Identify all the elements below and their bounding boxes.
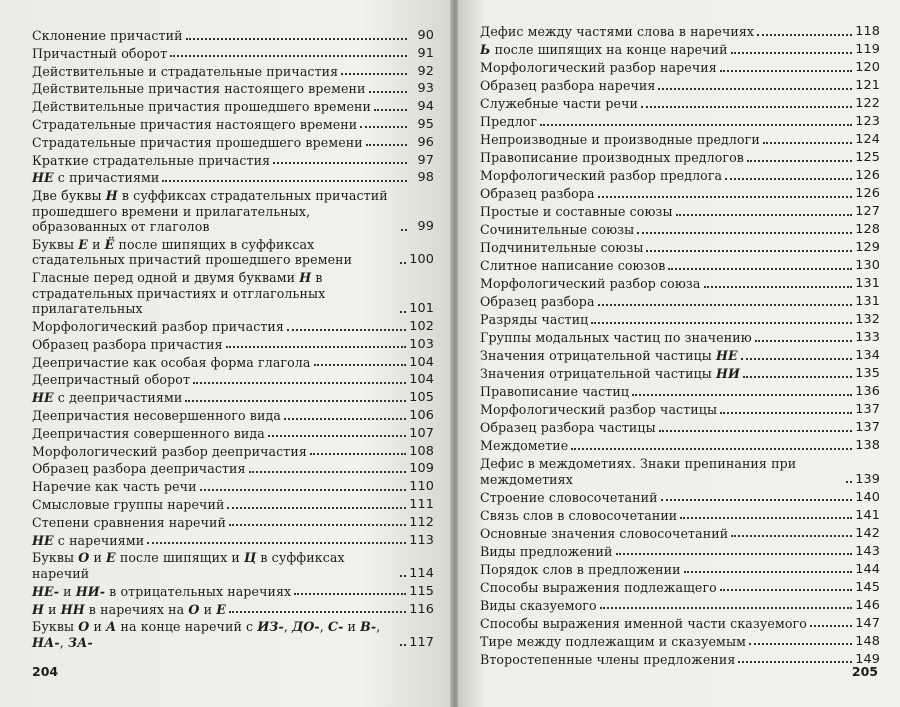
toc-entry: [32, 444, 434, 460]
toc-entry: [480, 96, 880, 112]
toc-entry-title: НЕ с причастиями: [32, 170, 160, 186]
dot-leader: [680, 517, 852, 519]
toc-entry: [480, 204, 880, 220]
toc-entry-page: 149: [855, 651, 880, 667]
toc-entry-page: 131: [855, 276, 880, 291]
dot-leader: [616, 553, 853, 555]
dot-leader: [598, 196, 853, 198]
toc-entry-title: Действительные причастия прошедшего времени: [32, 99, 372, 115]
toc-entry-page: 109: [409, 461, 434, 477]
toc-entry: [32, 319, 434, 335]
dot-leader: [227, 507, 406, 509]
toc-entry-title: Образец разбора: [480, 186, 595, 201]
dot-leader: [226, 346, 407, 348]
toc-entry-page: 123: [855, 114, 880, 129]
toc-list-left: [32, 28, 434, 650]
dot-leader: [755, 340, 852, 342]
toc-entry-title: Ь после шипящих на конце наречий: [480, 42, 728, 57]
dot-leader: [162, 180, 407, 182]
toc-entry-title: Морфологический разбор предлога: [480, 168, 723, 183]
dot-leader: [170, 55, 407, 57]
toc-entry-title: Образец разбора наречия: [480, 78, 656, 93]
toc-entry-page: 102: [409, 319, 434, 335]
dot-leader: [193, 382, 406, 384]
toc-entry-page: 104: [409, 354, 434, 370]
toc-entry-title: Значения отрицательной частицы НЕ: [480, 348, 738, 363]
toc-entry-title: Деепричастный оборот: [32, 372, 191, 388]
toc-entry-title: Деепричастие как особая форма глагола: [32, 354, 311, 370]
toc-entry-title: Разряды частиц: [480, 312, 589, 327]
toc-entry: [32, 135, 434, 151]
toc-entry-page: 136: [855, 384, 880, 399]
toc-entry: [480, 402, 880, 418]
toc-entry-page: 116: [409, 601, 434, 617]
toc-entry: [32, 270, 434, 317]
toc-list-right: [480, 24, 880, 667]
toc-entry-page: 147: [855, 615, 880, 631]
toc-entry: [32, 461, 434, 477]
dot-leader: [720, 412, 852, 414]
toc-entry-title: Буквы О и А на конце наречий с ИЗ-, ДО-, С- и В-, НА-, ЗА-: [32, 619, 381, 650]
toc-entry: [480, 420, 880, 436]
dot-leader: [763, 142, 852, 144]
dot-leader: [400, 311, 406, 313]
toc-entry-title: Деепричастия совершенного вида: [32, 425, 265, 441]
toc-entry-title: Сочинительные союзы: [480, 222, 635, 237]
dot-leader: [591, 322, 852, 324]
toc-entry-page: 110: [409, 479, 434, 495]
dot-leader: [684, 571, 853, 573]
toc-entry: [32, 153, 434, 169]
toc-entry-page: 118: [855, 24, 880, 39]
dot-leader: [310, 453, 406, 455]
toc-entry-title: Правописание производных предлогов: [480, 150, 744, 165]
toc-entry-page: 141: [855, 507, 880, 523]
toc-entry-title: Морфологический разбор причастия: [32, 319, 284, 335]
toc-entry-title: Связь слов в словосочетании: [480, 507, 678, 523]
toc-entry-title: Порядок слов в предложении: [480, 561, 681, 577]
toc-entry: [480, 114, 880, 130]
toc-entry-title: Подчинительные союзы: [480, 240, 644, 255]
toc-entry-page: 126: [855, 186, 880, 201]
toc-entry-title: Способы выражения именной части сказуемого: [480, 615, 807, 631]
toc-entry-title: НЕ- и НИ- в отрицательных наречиях: [32, 583, 292, 599]
toc-entry-page: 131: [855, 294, 880, 309]
toc-entry-page: 97: [417, 152, 434, 168]
dot-leader: [661, 499, 853, 501]
dot-leader: [571, 448, 852, 450]
toc-entry-title: Наречие как часть речи: [32, 479, 197, 495]
dot-leader: [725, 178, 852, 180]
toc-entry: [480, 598, 880, 614]
toc-entry: [32, 602, 434, 618]
toc-entry-title: Служебные части речи: [480, 96, 639, 111]
toc-entry: [480, 508, 880, 524]
toc-entry-page: 135: [855, 366, 880, 381]
toc-entry-page: 122: [855, 96, 880, 111]
dot-leader: [400, 644, 406, 646]
toc-entry: [32, 619, 434, 650]
toc-entry-page: 140: [855, 489, 880, 505]
toc-entry-page: 139: [855, 471, 880, 487]
toc-entry-page: 138: [855, 438, 880, 453]
toc-entry: [32, 81, 434, 97]
toc-entry-title: Значения отрицательной частицы НИ: [480, 366, 740, 381]
dot-leader: [738, 661, 852, 663]
toc-entry-page: 144: [855, 561, 880, 577]
toc-entry-title: Склонение причастий: [32, 28, 183, 43]
toc-entry-page: 108: [409, 443, 434, 459]
toc-entry-page: 94: [417, 99, 434, 115]
toc-entry-title: Морфологический разбор деепричастия: [32, 443, 307, 459]
toc-entry-title: Группы модальных частиц по значению: [480, 330, 752, 345]
toc-entry-title: Второстепенные члены предложения: [480, 651, 736, 667]
toc-entry: [32, 355, 434, 371]
toc-entry-page: 117: [409, 634, 434, 650]
toc-entry: [32, 426, 434, 442]
toc-entry-page: 107: [409, 425, 434, 441]
toc-entry-page: 146: [855, 597, 880, 613]
dot-leader: [229, 524, 406, 526]
toc-entry-page: 90: [417, 28, 434, 43]
dot-leader: [273, 162, 407, 164]
toc-entry: [480, 652, 880, 668]
toc-entry-page: 98: [417, 170, 434, 186]
toc-entry-page: 143: [855, 543, 880, 559]
toc-entry-page: 105: [409, 390, 434, 406]
toc-entry-title: Строение словосочетаний: [480, 489, 658, 505]
toc-entry-page: 124: [855, 132, 880, 147]
toc-entry: [480, 490, 880, 506]
dot-leader: [747, 160, 852, 162]
page-number: 204: [32, 664, 59, 679]
toc-entry-title: Страдательные причастия настоящего времени: [32, 116, 358, 132]
toc-entry-title: Буквы Е и Ё после шипящих в суффиксах стадательных причастий прошедшего времени: [32, 236, 353, 268]
dot-leader: [200, 489, 407, 491]
toc-entry-title: НЕ с деепричастиями: [32, 390, 183, 406]
toc-entry-page: 104: [409, 372, 434, 388]
toc-entry-page: 101: [409, 301, 434, 317]
dot-leader: [284, 418, 406, 420]
toc-entry: [480, 526, 880, 542]
toc-entry-title: Дефис между частями слова в наречиях: [480, 24, 755, 39]
toc-entry: [480, 616, 880, 632]
dot-leader: [600, 607, 853, 609]
dot-leader: [658, 88, 852, 90]
toc-entry-page: 137: [855, 402, 880, 417]
toc-entry-title: Дефис в междометиях. Знаки препинания при междометиях: [480, 456, 797, 487]
toc-entry-title: Действительные и страдательные причастия: [32, 63, 339, 79]
dot-leader: [294, 593, 406, 595]
dot-leader: [249, 471, 407, 473]
toc-entry-page: 120: [855, 60, 880, 75]
toc-entry: [32, 515, 434, 531]
dot-leader: [704, 286, 853, 288]
toc-entry-page: 126: [855, 168, 880, 183]
toc-entry: [480, 240, 880, 256]
toc-entry-title: Две буквы Н в суффиксах страдательных причастий прошедшего времени и прилагательных, образованных от глаголов: [32, 188, 388, 235]
dot-leader: [229, 611, 406, 613]
dot-leader: [810, 625, 852, 627]
toc-entry-page: 115: [409, 583, 434, 599]
toc-entry-title: Образец разбора частицы: [480, 420, 656, 435]
dot-leader: [369, 91, 407, 93]
dot-leader: [659, 430, 853, 432]
toc-entry-title: Предлог: [480, 114, 538, 129]
toc-entry: [32, 46, 434, 62]
dot-leader: [401, 229, 407, 231]
toc-entry-title: Степени сравнения наречий: [32, 514, 227, 530]
toc-entry: [32, 550, 434, 581]
dot-leader: [720, 589, 852, 591]
toc-entry-page: 100: [409, 252, 434, 268]
dot-leader: [637, 232, 852, 234]
toc-entry-page: 132: [855, 312, 880, 327]
toc-entry-page: 125: [855, 150, 880, 165]
toc-entry-page: 127: [855, 204, 880, 219]
dot-leader: [540, 124, 852, 126]
dot-leader: [741, 358, 853, 360]
dot-leader: [646, 250, 852, 252]
toc-entry-title: Способы выражения подлежащего: [480, 579, 717, 595]
toc-entry: [32, 99, 434, 115]
toc-entry-page: 111: [409, 497, 434, 513]
toc-entry: [480, 580, 880, 596]
toc-entry-title: Виды предложений: [480, 543, 613, 559]
toc-entry-page: 91: [417, 45, 434, 61]
toc-entry: [480, 312, 880, 328]
toc-entry-page: 92: [417, 63, 434, 79]
toc-entry: [32, 170, 434, 186]
dot-leader: [185, 400, 406, 402]
toc-entry-page: 148: [855, 633, 880, 649]
toc-entry-title: Образец разбора: [480, 294, 595, 309]
dot-leader: [314, 364, 407, 366]
dot-leader: [287, 329, 406, 331]
toc-entry-title: Междометие: [480, 438, 569, 453]
toc-entry-title: Страдательные причастия прошедшего времени: [32, 134, 363, 150]
toc-entry-title: Слитное написание союзов: [480, 258, 666, 273]
toc-entry: [32, 337, 434, 353]
toc-entry-page: 95: [417, 116, 434, 132]
toc-entry-page: 128: [855, 222, 880, 237]
toc-entry: [32, 584, 434, 600]
toc-entry-page: 133: [855, 330, 880, 345]
toc-entry-title: Гласные перед одной и двумя буквами Н в страдательных причастиях и отглагольных прилагательных: [32, 270, 326, 317]
toc-entry-page: 93: [417, 81, 434, 97]
toc-entry: [32, 408, 434, 424]
right-page: [458, 0, 900, 707]
toc-entry-title: Образец разбора причастия: [32, 336, 223, 352]
toc-entry-page: 134: [855, 348, 880, 363]
dot-leader: [366, 144, 407, 146]
toc-entry: [32, 390, 434, 406]
toc-entry-title: Морфологический разбор союза: [480, 276, 701, 291]
toc-entry: [480, 78, 880, 94]
toc-entry-page: 112: [409, 514, 434, 530]
dot-leader: [743, 376, 852, 378]
toc-entry-page: 145: [855, 579, 880, 595]
toc-entry: [480, 562, 880, 578]
toc-entry: [480, 544, 880, 560]
toc-entry-title: Морфологический разбор частицы: [480, 402, 718, 417]
toc-entry: [480, 150, 880, 166]
dot-leader: [374, 109, 407, 111]
toc-entry-page: 99: [417, 219, 434, 235]
toc-entry: [480, 384, 880, 400]
toc-entry-title: Виды сказуемого: [480, 597, 597, 613]
toc-entry-page: 114: [409, 565, 434, 581]
toc-entry-title: НЕ с наречиями: [32, 532, 145, 548]
dot-leader: [641, 106, 852, 108]
toc-entry: [480, 456, 880, 487]
dot-leader: [757, 34, 852, 36]
dot-leader: [400, 575, 406, 577]
toc-entry-title: Непроизводные и производные предлоги: [480, 132, 760, 147]
toc-entry: [32, 28, 434, 44]
toc-entry: [480, 168, 880, 184]
toc-entry: [480, 348, 880, 364]
toc-entry: [480, 258, 880, 274]
dot-leader: [186, 38, 407, 40]
toc-entry: [480, 276, 880, 292]
toc-entry-page: 137: [855, 420, 880, 435]
dot-leader: [400, 262, 406, 264]
toc-entry: [32, 479, 434, 495]
toc-entry-title: Краткие страдательные причастия: [32, 152, 271, 168]
toc-entry: [480, 42, 880, 58]
dot-leader: [720, 70, 852, 72]
dot-leader: [632, 394, 852, 396]
toc-entry: [480, 366, 880, 382]
toc-entry: [480, 24, 880, 40]
toc-entry-title: Простые и составные союзы: [480, 204, 673, 219]
dot-leader: [598, 304, 853, 306]
toc-entry-title: Тире между подлежащим и сказуемым: [480, 633, 746, 649]
toc-entry: [32, 64, 434, 80]
toc-entry-title: Причастный оборот: [32, 45, 168, 61]
dot-leader: [668, 268, 852, 270]
toc-entry-page: 103: [409, 336, 434, 352]
toc-entry: [480, 330, 880, 346]
toc-entry: [32, 117, 434, 133]
dot-leader: [731, 535, 852, 537]
toc-entry: [480, 222, 880, 238]
dot-leader: [360, 126, 407, 128]
toc-entry: [32, 497, 434, 513]
dot-leader: [846, 481, 852, 483]
dot-leader: [749, 643, 852, 645]
dot-leader: [147, 542, 406, 544]
toc-entry-title: Буквы О и Е после шипящих и Ц в суффиксах наречий: [32, 550, 345, 581]
toc-entry-title: Правописание частиц: [480, 384, 630, 399]
toc-entry: [480, 186, 880, 202]
toc-entry: [32, 372, 434, 388]
toc-entry-page: 130: [855, 258, 880, 273]
toc-entry-title: Основные значения словосочетаний: [480, 525, 729, 541]
toc-entry: [480, 438, 880, 454]
toc-entry: [32, 237, 434, 268]
toc-entry-page: 113: [409, 532, 434, 548]
toc-entry: [480, 60, 880, 76]
toc-entry: [480, 634, 880, 650]
page-number: 205: [851, 664, 878, 679]
toc-entry: [32, 188, 434, 235]
toc-entry-title: Морфологический разбор наречия: [480, 60, 717, 75]
dot-leader: [731, 52, 853, 54]
toc-entry: [32, 533, 434, 549]
toc-entry-title: Смысловые группы наречий: [32, 497, 225, 513]
toc-entry-page: 129: [855, 240, 880, 255]
dot-leader: [676, 214, 853, 216]
toc-entry-page: 121: [855, 78, 880, 93]
dot-leader: [341, 73, 407, 75]
toc-entry-page: 142: [855, 525, 880, 541]
toc-entry-page: 119: [855, 42, 880, 57]
toc-entry-title: Образец разбора деепричастия: [32, 461, 246, 477]
toc-entry-page: 96: [417, 134, 434, 150]
toc-entry-title: Действительные причастия настоящего времени: [32, 81, 366, 97]
toc-entry-title: Деепричастия несовершенного вида: [32, 408, 281, 424]
toc-entry: [480, 132, 880, 148]
toc-entry-title: Н и НН в наречиях на О и Е: [32, 601, 226, 617]
dot-leader: [268, 435, 406, 437]
toc-entry: [480, 294, 880, 310]
toc-entry-page: 106: [409, 408, 434, 424]
